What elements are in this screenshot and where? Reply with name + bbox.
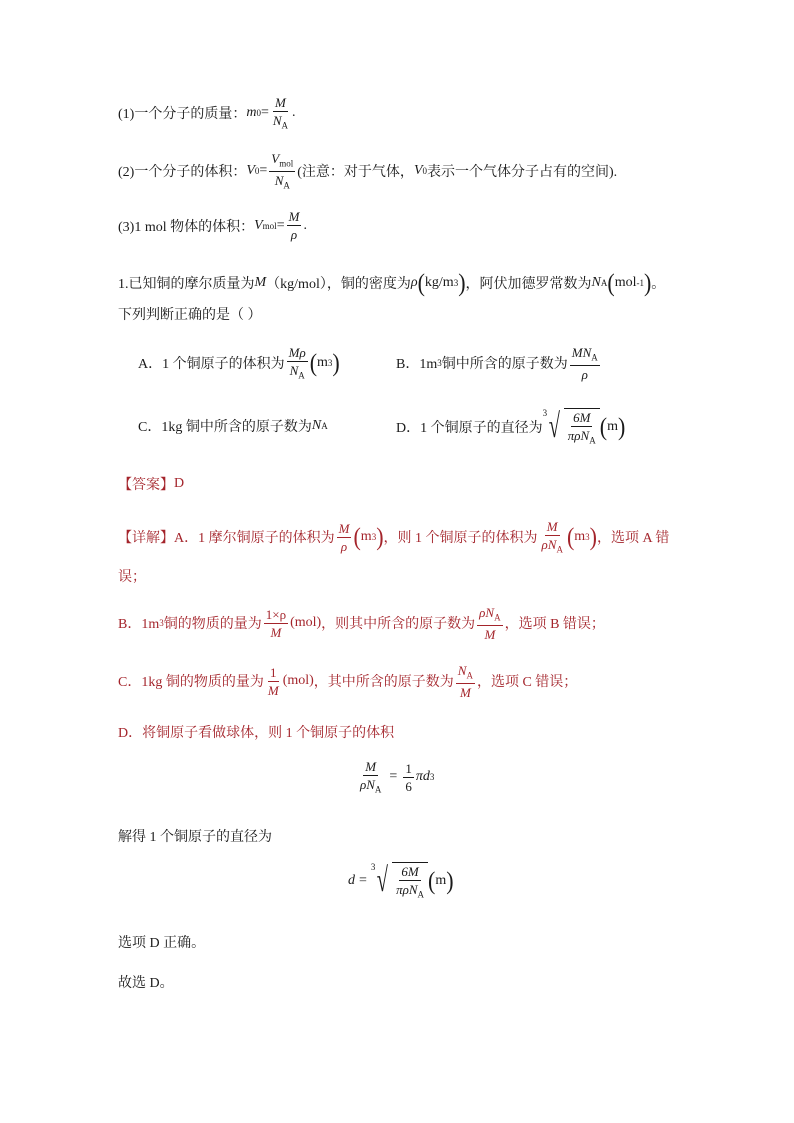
subscript: A: [283, 180, 290, 191]
subscript: A: [494, 612, 501, 623]
denominator: N: [272, 113, 282, 128]
subscript: A: [321, 421, 328, 431]
denominator: ρ: [581, 366, 588, 382]
detail-a: [118, 520, 669, 555]
subscript: A: [556, 544, 563, 555]
numerator: M: [546, 519, 558, 534]
fraction: [271, 96, 290, 131]
answer-label: 【答案】: [118, 478, 174, 493]
detail-b: [118, 606, 605, 641]
formula-label: (1)一个分子的质量：: [118, 107, 247, 123]
fraction: [358, 760, 383, 795]
subscript: mol: [279, 158, 294, 169]
denominator: πρN: [567, 428, 590, 443]
detail-text: ，选项 A 错: [596, 531, 670, 547]
paren-close: ): [589, 522, 597, 552]
root-index: 3: [370, 861, 376, 872]
denominator: M: [267, 682, 279, 698]
numerator: 6M: [573, 410, 591, 425]
fraction: [394, 865, 426, 900]
numerator: M: [288, 209, 300, 224]
formula-molecule-volume: [118, 152, 617, 190]
unit: m: [360, 529, 372, 545]
symbol: N: [311, 418, 322, 433]
unit: (mol): [282, 673, 314, 689]
fraction: [287, 346, 308, 381]
option-text: 铜中所含的原子数为: [441, 357, 568, 373]
paren-close: ): [332, 348, 340, 378]
equals: =: [276, 217, 285, 233]
subscript: A: [591, 352, 598, 363]
option-text: A．1 个铜原子的体积为: [138, 357, 285, 373]
detail-d-conclusion: [118, 932, 205, 952]
stem-text: 。: [651, 277, 666, 292]
subscript: 0: [256, 108, 261, 119]
question-stem-line2: [118, 304, 262, 324]
denominator: ρ: [290, 227, 298, 242]
numerator: 1: [270, 664, 277, 680]
detail-text: 故选 D。: [118, 976, 174, 991]
detail-text: ，则其中所含的原子数为: [321, 617, 476, 633]
formula-molecule-mass: [118, 96, 296, 131]
paren-close: ): [617, 411, 626, 441]
paren-close: ): [376, 522, 384, 552]
option-d: [396, 408, 625, 446]
detail-text: 铜的物质的量为: [163, 617, 262, 633]
denominator: N: [274, 172, 284, 188]
numerator: ρN: [479, 605, 495, 620]
fraction: [570, 346, 600, 381]
subscript: A: [466, 670, 473, 681]
radical-sign: √: [377, 861, 389, 899]
fraction: [540, 520, 565, 555]
denominator: ρ: [340, 538, 348, 554]
radical-sign: √: [548, 407, 561, 445]
formula-label: (2)一个分子的体积：: [118, 165, 247, 181]
detail-text: 解得 1 个铜原子的直径为: [118, 830, 272, 845]
note-text: 表示一个气体分子占有的空间).: [427, 165, 618, 181]
root-index: 3: [542, 407, 548, 418]
paren-close: ): [446, 865, 454, 895]
detail-label: 【详解】: [118, 531, 174, 547]
detail-text: 选项 D 正确。: [118, 936, 206, 951]
subscript: 0: [422, 166, 427, 177]
denominator: ρN: [541, 537, 557, 552]
symbol: V: [413, 163, 423, 179]
fraction: [456, 664, 475, 699]
superscript: 3: [327, 358, 333, 369]
period: .: [303, 217, 307, 233]
option-text: B．1m: [396, 357, 438, 373]
stem-text: 下列判断正确的是（ ）: [118, 308, 262, 323]
superscript: 3: [585, 532, 590, 543]
fraction: [566, 411, 598, 446]
fraction: [287, 210, 302, 241]
note-text: (注意：对于气体，: [297, 165, 414, 181]
stem-text: （kg/mol），铜的密度为: [266, 277, 411, 292]
paren-open: (: [417, 268, 425, 297]
option-a: [138, 346, 340, 381]
denominator: 6: [405, 778, 412, 794]
superscript: -1: [636, 278, 644, 288]
symbol: M: [254, 275, 267, 290]
paren-open: (: [607, 268, 615, 297]
fraction: [264, 608, 288, 639]
detail-text: ，其中所含的原子数为: [313, 675, 454, 691]
unit: kg/m: [424, 275, 454, 290]
subscript: mol: [262, 220, 277, 231]
numerator: N: [457, 663, 467, 678]
symbol: m: [246, 105, 257, 121]
symbol: d: [348, 872, 355, 888]
numerator: MN: [571, 345, 592, 360]
denominator: M: [270, 624, 282, 640]
paren-open: (: [566, 522, 575, 552]
subscript: A: [374, 784, 382, 795]
numerator: M: [338, 520, 350, 536]
answer-value: D: [174, 476, 185, 491]
numerator: Mρ: [288, 345, 306, 360]
paren-open: (: [353, 522, 361, 552]
question-stem: [118, 268, 666, 297]
option-c: [138, 416, 328, 436]
fraction: [269, 152, 295, 190]
equation-volume: [356, 760, 434, 795]
superscript: 3: [159, 618, 164, 629]
paren-open: (: [599, 411, 608, 441]
equals: =: [359, 872, 367, 888]
unit: m: [317, 355, 328, 371]
equals: =: [260, 105, 269, 121]
rhs: πd: [415, 769, 430, 785]
superscript: 3: [371, 532, 377, 543]
detail-c: [118, 664, 577, 699]
numerator: 1: [405, 760, 412, 776]
subscript: A: [589, 435, 596, 446]
option-b: [396, 346, 602, 381]
symbol: N: [591, 275, 601, 290]
detail-text: ，则 1 个铜原子的体积为: [383, 531, 538, 547]
denominator: M: [484, 626, 496, 642]
numerator: 1×ρ: [265, 606, 287, 622]
unit: m: [607, 418, 618, 434]
option-text: C．1kg 铜中所含的原子数为: [138, 420, 312, 435]
fraction: [337, 522, 352, 553]
paren-open: (: [428, 865, 436, 895]
detail-d-solve: [118, 826, 272, 846]
numerator: M: [275, 95, 286, 110]
fraction: [477, 606, 502, 641]
denominator: πρN: [396, 882, 418, 897]
fraction: [403, 762, 414, 793]
detail-text: C．1kg 铜的物质的量为: [118, 675, 264, 691]
unit: m: [574, 529, 586, 545]
denominator: M: [459, 684, 471, 700]
superscript: 3: [453, 278, 459, 288]
detail-text: ，选项 C 错误；: [476, 675, 578, 691]
detail-a-cont: [118, 566, 146, 586]
answer-line: [118, 474, 184, 494]
option-text: D．1 个铜原子的直径为: [396, 420, 543, 436]
unit: m: [435, 872, 447, 888]
numerator: 6M: [401, 864, 419, 879]
subscript: A: [298, 370, 305, 381]
numerator: M: [365, 759, 377, 774]
detail-d: [118, 722, 394, 742]
equation-diameter: [348, 862, 454, 900]
final-choice: [118, 972, 174, 992]
cube-root: [543, 408, 600, 446]
detail-text: 误；: [118, 570, 146, 585]
cube-root: [371, 862, 428, 900]
subscript: 0: [254, 166, 260, 177]
paren-close: ): [643, 268, 652, 297]
period: .: [292, 105, 296, 121]
detail-text: ，选项 B 错误；: [504, 617, 605, 633]
equals: =: [389, 769, 398, 785]
detail-text: B．1m: [118, 617, 160, 633]
stem-text: ，阿伏加德罗常数为: [465, 277, 592, 292]
formula-label: (3)1 mol 物体的体积：: [118, 219, 255, 235]
detail-text: A．1 摩尔铜原子的体积为: [174, 531, 335, 547]
symbol: V: [254, 217, 263, 233]
denominator: ρN: [360, 777, 375, 792]
detail-text: D．将铜原子看做球体，则 1 个铜原子的体积: [118, 726, 395, 741]
subscript: A: [417, 889, 425, 900]
numerator: V: [271, 151, 280, 166]
subscript: A: [281, 120, 289, 131]
symbol: V: [246, 163, 255, 179]
formula-molar-volume: [118, 210, 307, 241]
denominator: N: [289, 363, 299, 378]
paren-close: ): [458, 268, 466, 297]
superscript: 3: [437, 358, 442, 369]
stem-text: 1.已知铜的摩尔质量为: [118, 277, 255, 292]
equals: =: [259, 163, 268, 179]
unit: mol: [614, 275, 637, 290]
superscript: 3: [429, 772, 435, 783]
unit: (mol): [290, 615, 322, 631]
subscript: A: [600, 278, 608, 288]
fraction: [266, 666, 281, 697]
symbol: ρ: [410, 275, 418, 290]
paren-open: (: [309, 348, 318, 378]
